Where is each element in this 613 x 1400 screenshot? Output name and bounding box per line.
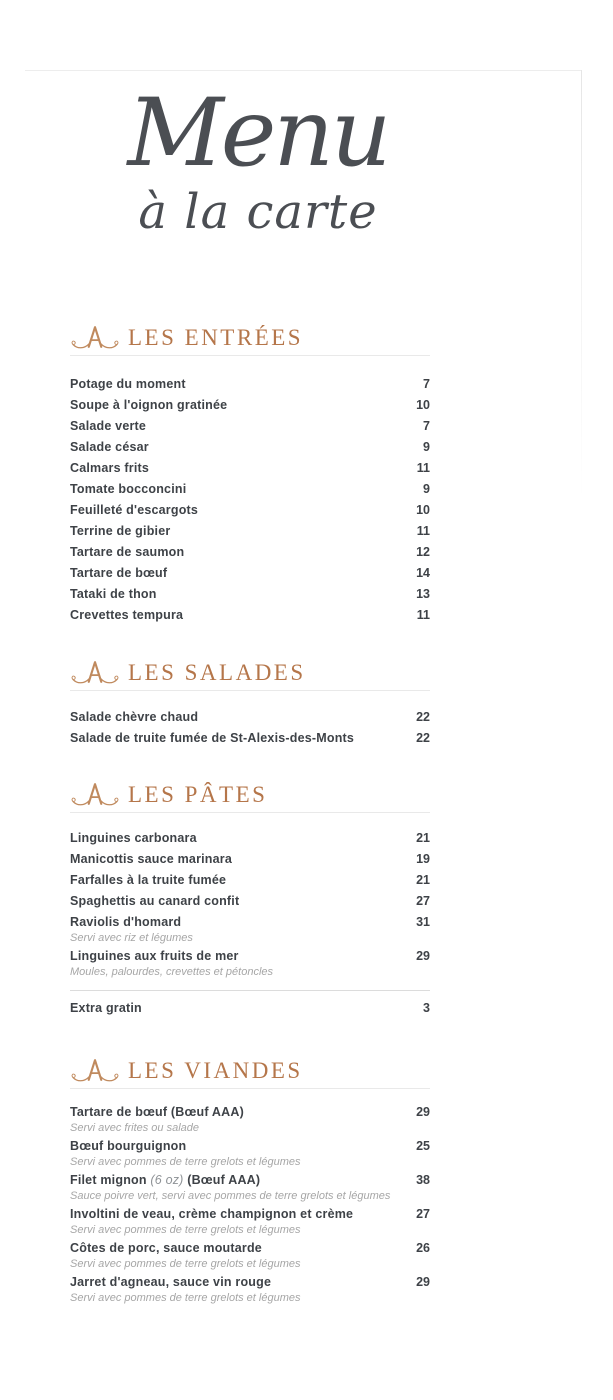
- menu-title: Menu: [127, 79, 389, 188]
- menu-item-price: 12: [416, 545, 430, 559]
- menu-item-name: Linguines carbonara: [70, 831, 197, 845]
- menu-item-description: Servi avec pommes de terre grelots et légumes: [70, 1292, 301, 1304]
- menu-item-price: 11: [416, 608, 430, 622]
- menu-item-row: [70, 542, 430, 563]
- menu-item-text: [70, 395, 404, 416]
- section-header: [70, 1055, 430, 1085]
- menu-item-name: Filet mignon (6 oz) (Bœuf AAA): [70, 1173, 261, 1187]
- menu-item-name: Salade verte: [70, 419, 147, 433]
- menu-item-row: [70, 891, 430, 912]
- menu-item-name: Salade césar: [70, 440, 149, 454]
- menu-item-row: [70, 1136, 430, 1169]
- menu-item-text: [70, 1204, 404, 1237]
- menu-item-text: [70, 1136, 404, 1169]
- section-items: [70, 691, 430, 749]
- menu-subtitle: à la carte: [138, 183, 378, 240]
- menu-item-text: [70, 707, 404, 728]
- menu-item-size-note: (6 oz): [150, 1173, 184, 1187]
- menu-item-price: 25: [416, 1139, 430, 1153]
- menu-item-text: [70, 542, 404, 563]
- menu-item-text: [70, 1170, 404, 1203]
- menu-item-description: Servi avec frites ou salade: [70, 1122, 200, 1134]
- menu-item-name: Tartare de bœuf (Bœuf AAA): [70, 1105, 244, 1119]
- menu-item-name: Potage du moment: [70, 377, 186, 391]
- menu-item-price: 27: [416, 894, 430, 908]
- menu-item-price: 9: [423, 440, 430, 454]
- menu-item-description: Servi avec pommes de terre grelots et légumes: [70, 1156, 301, 1168]
- menu-item-text: [70, 1102, 404, 1135]
- menu-item-price: 22: [416, 731, 430, 745]
- menu-item-text: [70, 828, 404, 849]
- menu-section: [70, 779, 430, 1019]
- menu-item-price: 21: [416, 831, 430, 845]
- menu-item-text: [70, 563, 404, 584]
- menu-item-price: 7: [423, 377, 430, 391]
- menu-item-name: Linguines aux fruits de mer: [70, 949, 239, 963]
- menu-item-price: 14: [416, 566, 430, 580]
- page-edge-top: [25, 70, 582, 71]
- menu-item-price: 3: [423, 1001, 430, 1015]
- section-title: LES PÂTES: [128, 782, 268, 807]
- menu-item-row: [70, 521, 430, 542]
- menu-item-price: 7: [423, 419, 430, 433]
- menu-item-name: Calmars frits: [70, 461, 150, 475]
- section-ornament-icon: [70, 657, 120, 687]
- menu-item-text: [70, 500, 404, 521]
- menu-item-row: [70, 416, 430, 437]
- menu-item-name: Tartare de saumon: [70, 545, 185, 559]
- menu-item-price: 27: [416, 1207, 430, 1221]
- menu-item-price: 19: [416, 852, 430, 866]
- menu-item-text: [70, 1272, 404, 1305]
- menu-item-price: 13: [416, 587, 430, 601]
- menu-item-name: Extra gratin: [70, 1001, 142, 1015]
- menu-item-text: [70, 891, 404, 912]
- section-title: LES SALADES: [128, 660, 306, 685]
- page-edge-right: [581, 70, 582, 500]
- section-ornament-icon: [70, 322, 120, 352]
- menu-item-row: [70, 584, 430, 605]
- menu-item-name: Involtini de veau, crème champignon et crème: [70, 1207, 354, 1221]
- menu-item-name: Feuilleté d'escargots: [70, 503, 199, 517]
- section-title: LES VIANDES: [128, 1058, 303, 1083]
- menu-item-row: [70, 828, 430, 849]
- menu-item-row: [70, 1102, 430, 1135]
- menu-item-row: [70, 458, 430, 479]
- menu-item-text: [70, 458, 405, 479]
- menu-item-name: Bœuf bourguignon: [70, 1139, 187, 1153]
- menu-item-row: [70, 437, 430, 458]
- menu-item-row: [70, 563, 430, 584]
- menu-item-name: Salade de truite fumée de St-Alexis-des-Monts: [70, 731, 355, 745]
- menu-item-text: [70, 605, 405, 626]
- section-header: [70, 779, 430, 809]
- menu-item-name: Farfalles à la truite fumée: [70, 873, 227, 887]
- menu-item-name: Tataki de thon: [70, 587, 157, 601]
- menu-item-row: [70, 1238, 430, 1271]
- menu-item-description: Sauce poivre vert, servi avec pommes de terre grelots et légumes: [70, 1190, 391, 1202]
- menu-section: [70, 657, 430, 749]
- section-header: [70, 657, 430, 687]
- menu-item-name: Crevettes tempura: [70, 608, 184, 622]
- menu-item-text: [70, 912, 404, 945]
- menu-item-name: Spaghettis au canard confit: [70, 894, 240, 908]
- section-items: [70, 356, 430, 626]
- menu-item-text: [70, 416, 411, 437]
- menu-item-price: 11: [416, 461, 430, 475]
- menu-item-price: 9: [423, 482, 430, 496]
- menu-section: [70, 1055, 430, 1306]
- menu-item-text: [70, 584, 404, 605]
- menu-title-block: [62, 79, 454, 240]
- menu-item-row: [70, 395, 430, 416]
- menu-item-text: [70, 849, 404, 870]
- menu-item-name: Salade chèvre chaud: [70, 710, 199, 724]
- menu-item-row: [70, 728, 430, 749]
- menu-item-description: Servi avec pommes de terre grelots et légumes: [70, 1258, 301, 1270]
- menu-item-description: Moules, palourdes, crevettes et pétoncles: [70, 966, 274, 978]
- menu-item-row: [70, 998, 430, 1019]
- menu-item-description: Servi avec riz et légumes: [70, 932, 193, 944]
- menu-item-row: [70, 912, 430, 945]
- menu-item-name: Manicottis sauce marinara: [70, 852, 233, 866]
- menu-item-price: 11: [416, 524, 430, 538]
- menu-item-row: [70, 374, 430, 395]
- menu-item-price: 10: [416, 398, 430, 412]
- menu-item-text: [70, 870, 404, 891]
- section-items: [70, 813, 430, 1019]
- menu-item-row: [70, 1170, 430, 1203]
- section-ornament-icon: [70, 1055, 120, 1085]
- menu-item-name: Raviolis d'homard: [70, 915, 182, 929]
- menu-item-text: [70, 1238, 404, 1271]
- menu-item-name: Soupe à l'oignon gratinée: [70, 398, 228, 412]
- extra-divider: [70, 990, 430, 991]
- menu-item-row: [70, 707, 430, 728]
- menu-item-text: [70, 437, 411, 458]
- menu-item-name: Tomate bocconcini: [70, 482, 187, 496]
- menu-item-price: 21: [416, 873, 430, 887]
- section-title: LES ENTRÉES: [128, 325, 304, 350]
- menu-item-row: [70, 1204, 430, 1237]
- section-header: [70, 322, 430, 352]
- menu-item-text: [70, 479, 411, 500]
- menu-item-price: 38: [416, 1173, 430, 1187]
- menu-item-text: [70, 998, 411, 1019]
- menu-item-price: 29: [416, 1275, 430, 1289]
- menu-item-row: [70, 1272, 430, 1305]
- menu-item-name: Jarret d'agneau, sauce vin rouge: [70, 1275, 272, 1289]
- menu-item-row: [70, 870, 430, 891]
- menu-item-price: 10: [416, 503, 430, 517]
- menu-item-price: 22: [416, 710, 430, 724]
- menu-item-price: 31: [416, 915, 430, 929]
- menu-item-description: Servi avec pommes de terre grelots et légumes: [70, 1224, 301, 1236]
- menu-item-text: [70, 521, 405, 542]
- menu-item-name: Côtes de porc, sauce moutarde: [70, 1241, 262, 1255]
- menu-item-price: 29: [416, 1105, 430, 1119]
- menu-item-row: [70, 605, 430, 626]
- menu-item-name: Terrine de gibier: [70, 524, 171, 538]
- menu-section: [70, 322, 430, 626]
- menu-item-row: [70, 849, 430, 870]
- menu-item-text: [70, 374, 411, 395]
- menu-item-price: 29: [416, 949, 430, 963]
- section-items: [70, 1089, 430, 1305]
- menu-item-row: [70, 479, 430, 500]
- menu-item-price: 26: [416, 1241, 430, 1255]
- menu-item-row: [70, 946, 430, 979]
- menu-item-text: [70, 946, 404, 979]
- section-ornament-icon: [70, 779, 120, 809]
- menu-item-text: [70, 728, 404, 749]
- menu-item-name: Tartare de bœuf: [70, 566, 168, 580]
- menu-item-row: [70, 500, 430, 521]
